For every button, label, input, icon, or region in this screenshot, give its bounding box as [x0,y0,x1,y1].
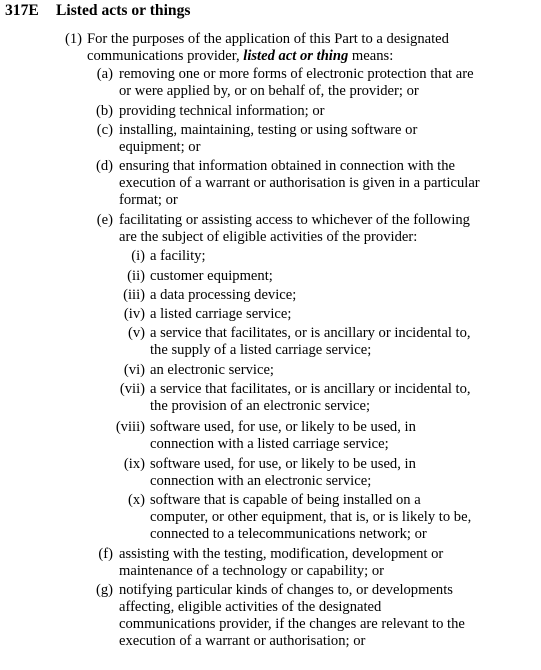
paragraph-line: or were applied by, or on behalf of, the provider; or [119,83,419,99]
subparagraph-line: customer equipment; [150,268,273,284]
paragraph-line: format; or [119,192,178,208]
defined-term: listed act or thing [243,48,349,64]
subsection-line: For the purposes of the application of this Part to a designated [87,31,449,47]
paragraph-line: equipment; or [119,139,201,155]
paragraph-label: (d) [95,158,113,174]
subparagraph-line: a listed carriage service; [150,306,292,322]
section-title: Listed acts or things [56,2,191,19]
subparagraph-label: (iv) [123,306,145,322]
subparagraph-label: (i) [131,248,145,264]
paragraph-line: maintenance of a technology or capability; or [119,563,385,579]
subparagraph-label: (v) [127,325,145,341]
paragraph-line: installing, maintaining, testing or using software or [119,122,418,138]
paragraph-label: (g) [95,582,113,598]
subparagraph-line: software used, for use, or likely to be used, in [150,419,416,435]
subparagraph-label: (ii) [127,268,145,284]
subparagraph-label: (ix) [123,456,145,472]
subparagraph-line: connected to a telecommunications network; or [150,526,427,542]
section-heading [5,1,190,21]
subparagraph-line: computer, or other equipment, that is, or is likely to be, [150,509,472,525]
paragraph-line: notifying particular kinds of changes to, or developments [119,582,453,598]
subparagraph-label: (vii) [119,381,145,397]
subparagraph-line: an electronic service; [150,362,274,378]
paragraph-label: (f) [98,546,113,562]
paragraph-line: communications provider, if the changes are relevant to the [119,616,465,632]
paragraph-line: execution of a warrant or authorisation is given in a particular [119,175,480,191]
paragraph-line: are the subject of eligible activities of the provider: [119,229,418,245]
paragraph-label: (e) [96,212,113,228]
paragraph-line: execution of a warrant or authorisation; or [119,633,366,649]
subparagraph-line: software that is capable of being installed on a [150,492,421,508]
paragraph-line: assisting with the testing, modification, development or [119,546,444,562]
paragraph-label: (c) [96,122,113,138]
subparagraph-line: a service that facilitates, or is ancillary or incidental to, [150,381,471,397]
subsection-label: (1) [64,31,82,47]
subparagraph-line: the supply of a listed carriage service; [150,342,372,358]
subparagraph-label: (vi) [123,362,145,378]
subparagraph-line: a data processing device; [150,287,297,303]
paragraph-label: (a) [96,66,113,82]
paragraph-line: affecting, eligible activities of the designated [119,599,382,615]
paragraph-line: facilitating or assisting access to whichever of the following [119,212,470,228]
subparagraph-line: connection with an electronic service; [150,473,372,489]
subparagraph-line: a service that facilitates, or is ancillary or incidental to, [150,325,471,341]
subparagraph-line: a facility; [150,248,206,264]
paragraph-line: ensuring that information obtained in connection with the [119,158,455,174]
subparagraph-line: software used, for use, or likely to be used, in [150,456,416,472]
subparagraph-label: (viii) [115,419,145,435]
subparagraph-label: (iii) [123,287,145,303]
subparagraph-label: (x) [127,492,145,508]
section-number: 317E [5,2,39,19]
paragraph-line: removing one or more forms of electronic protection that are [119,66,474,82]
paragraph-label: (b) [95,103,113,119]
subsection-line: communications provider, listed act or thing means: [87,48,394,64]
subparagraph-line: connection with a listed carriage service; [150,436,389,452]
subparagraph-line: the provision of an electronic service; [150,398,371,414]
paragraph-line: providing technical information; or [119,103,325,119]
